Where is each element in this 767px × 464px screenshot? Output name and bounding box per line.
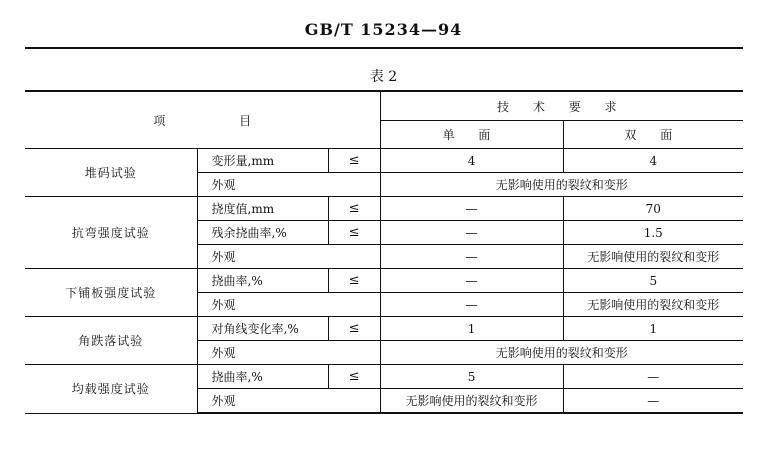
double-value-cell: 1 (563, 317, 743, 341)
double-value-cell: 无影响使用的裂纹和变形 (563, 245, 743, 269)
group-name-cell: 下铺板强度试验 (25, 269, 197, 317)
property-cell: 残余挠曲率,% (197, 221, 328, 245)
single-value-cell: — (380, 269, 563, 293)
double-value-cell: — (563, 389, 743, 414)
property-cell: 变形量,mm (197, 149, 328, 173)
inequality-cell: ≤ (328, 197, 380, 221)
property-cell: 对角线变化率,% (197, 317, 328, 341)
inequality-cell: ≤ (328, 149, 380, 173)
group-name-cell: 抗弯强度试验 (25, 197, 197, 269)
table-caption: 表 2 (369, 69, 398, 85)
single-value-cell: — (380, 293, 563, 317)
table-header-row (25, 91, 743, 121)
single-value-cell: — (380, 221, 563, 245)
header-double-cell: 双 面 (563, 121, 743, 149)
property-cell: 外观 (197, 173, 380, 197)
property-cell: 外观 (197, 389, 380, 414)
requirements-table (25, 90, 743, 414)
merged-value-cell: 无影响使用的裂纹和变形 (380, 173, 743, 197)
property-cell: 外观 (197, 341, 380, 365)
property-cell: 挠曲率,% (197, 365, 328, 389)
table-row (25, 269, 743, 293)
table-row (25, 365, 743, 389)
single-value-cell: 5 (380, 365, 563, 389)
table-row (25, 317, 743, 341)
header-requirements-cell: 技 术 要 求 (380, 91, 743, 121)
property-cell: 挠曲率,% (197, 269, 328, 293)
merged-value-cell: 无影响使用的裂纹和变形 (380, 341, 743, 365)
inequality-cell: ≤ (328, 269, 380, 293)
single-value-cell: — (380, 245, 563, 269)
group-name-cell: 均载强度试验 (25, 365, 197, 414)
double-value-cell: — (563, 365, 743, 389)
property-cell: 外观 (197, 245, 380, 269)
header-item-cell (25, 91, 380, 149)
group-name-cell: 堆码试验 (25, 149, 197, 197)
single-value-cell: 4 (380, 149, 563, 173)
inequality-cell: ≤ (328, 317, 380, 341)
single-value-cell: 1 (380, 317, 563, 341)
double-value-cell: 5 (563, 269, 743, 293)
header-single-cell: 单 面 (380, 121, 563, 149)
standard-number: GB/T 15234—94 (304, 20, 463, 39)
single-value-cell: 无影响使用的裂纹和变形 (380, 389, 563, 414)
header-rule (25, 47, 743, 49)
group-name-cell: 角跌落试验 (25, 317, 197, 365)
double-value-cell: 无影响使用的裂纹和变形 (563, 293, 743, 317)
inequality-cell: ≤ (328, 221, 380, 245)
property-cell: 外观 (197, 293, 380, 317)
table-row (25, 197, 743, 221)
double-value-cell: 1.5 (563, 221, 743, 245)
single-value-cell: — (380, 197, 563, 221)
table-row (25, 149, 743, 173)
double-value-cell: 70 (563, 197, 743, 221)
property-cell: 挠度值,mm (197, 197, 328, 221)
header-item-label: 项 目 (153, 113, 252, 128)
inequality-cell: ≤ (328, 365, 380, 389)
double-value-cell: 4 (563, 149, 743, 173)
